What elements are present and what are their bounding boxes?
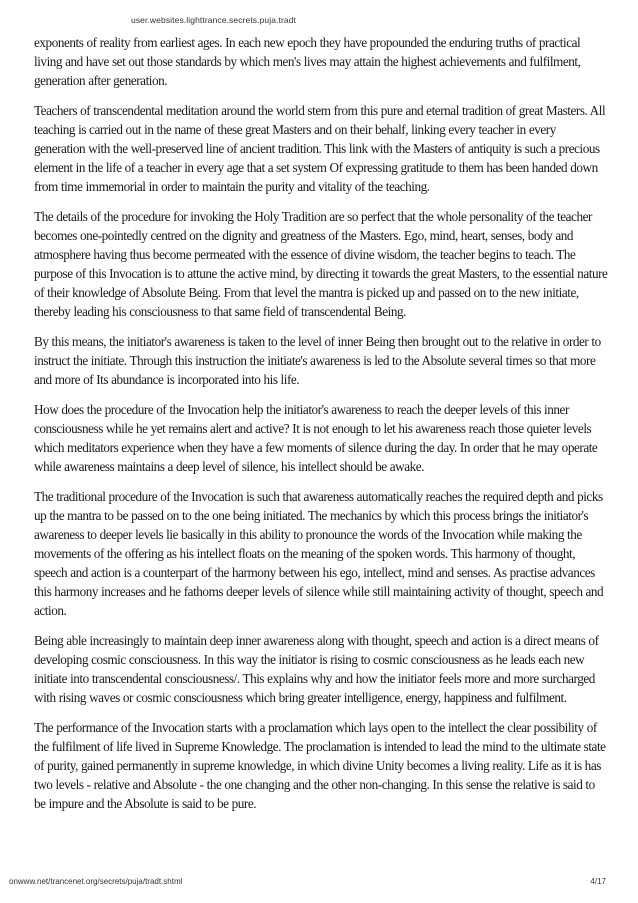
paragraph-3: The details of the procedure for invoking the Holy Tradition are so perfect that the whole personality of the teacher becomes one-pointedly centred on the dignity and greatness of the Masters. Ego, mind, heart, senses, body and atmosphere having thus become permeated with the essence of divine wisdom, the teacher begins to teach. The purpose of this Invocation is to attune the active mind, by directing it towards the great Masters, to the essential nature of their knowledge of Absolute Being. From that level the mantra is picked up and passed on to the new initiate, thereby leading his consciousness to that same field of transcendental Being. <box>34 209 608 319</box>
header-url: user.websites.lighttrance.secrets.puja.tradt <box>131 15 297 25</box>
paragraph-6: The traditional procedure of the Invocation is such that awareness automatically reaches the required depth and picks up the mantra to be passed on to the one being initiated. The mechanics by which this process brings the initiator's awareness to deeper levels lie basically in this ability to pronounce the words of the Invocation while making the movements of the offering as his intellect floats on the meaning of the spoken words. This harmony of thought, speech and action is a counterpart of the harmony between his ego, intellect, mind and senses. As practise advances this harmony increases and he fathoms deeper levels of silence while still maintaining activity of thought, speech and action. <box>34 489 604 618</box>
paragraph-2: Teachers of transcendental meditation around the world stem from this pure and eternal tradition of great Masters. All teaching is carried out in the name of these great Masters and on their behalf, linking every teacher in every generation with the well-preserved line of ancient tradition. This link with the Masters of antiquity is such a precious element in the life of a teacher in every age that a set system Of expressing gratitude to them has been handed down from time immemorial in order to maintain the purity and vitality of the teaching. <box>34 103 606 194</box>
document-body <box>34 33 608 824</box>
footer-url: onwww.net/trancenet.org/secrets/puja/tradt.shtml <box>9 877 183 886</box>
paragraph-7: Being able increasingly to maintain deep inner awareness along with thought, speech and action is a direct means of developing cosmic consciousness. In this way the initiator is rising to cosmic consciousness as he leads each new initiate into transcendental consciousness/. This explains why and how the initiator feels more and more surcharged with rising waves or cosmic consciousness which bring greater intelligence, energy, happiness and fulfilment. <box>34 633 599 705</box>
paragraph-8: The performance of the Invocation starts with a proclamation which lays open to the intellect the clear possibility of the fulfilment of life lived in Supreme Knowledge. The proclamation is intended to lead the mind to the ultimate state of purity, gained permanently in supreme knowledge, in which divine Unity becomes a living reality. Life as it is has two levels - relative and Absolute - the one changing and the other non-changing. In this sense the relative is said to be impure and the Absolute is said to be pure. <box>34 720 606 811</box>
page-number: 4/17 <box>590 877 606 886</box>
paragraph-4: By this means, the initiator's awareness is taken to the level of inner Being then brought out to the relative in order to instruct the initiate. Through this instruction the initiate's awareness is led to the Absolute several times so that more and more of Its abundance is incorporated into his life. <box>34 334 601 387</box>
paragraph-5: How does the procedure of the Invocation help the initiator's awareness to reach the deeper levels of this inner consciousness while he yet remains alert and active? It is not enough to let his awareness reach those quieter levels which meditators experience when they have a few moments of silence during the day. In order that he may operate while awareness maintains a deep level of silence, his intellect should be awake. <box>34 402 598 474</box>
paragraph-1: exponents of reality from earliest ages. In each new epoch they have propounded the enduring truths of practical living and have set out those standards by which men's lives may attain the highest achievements and fulfilment, generation after generation. <box>34 35 581 88</box>
